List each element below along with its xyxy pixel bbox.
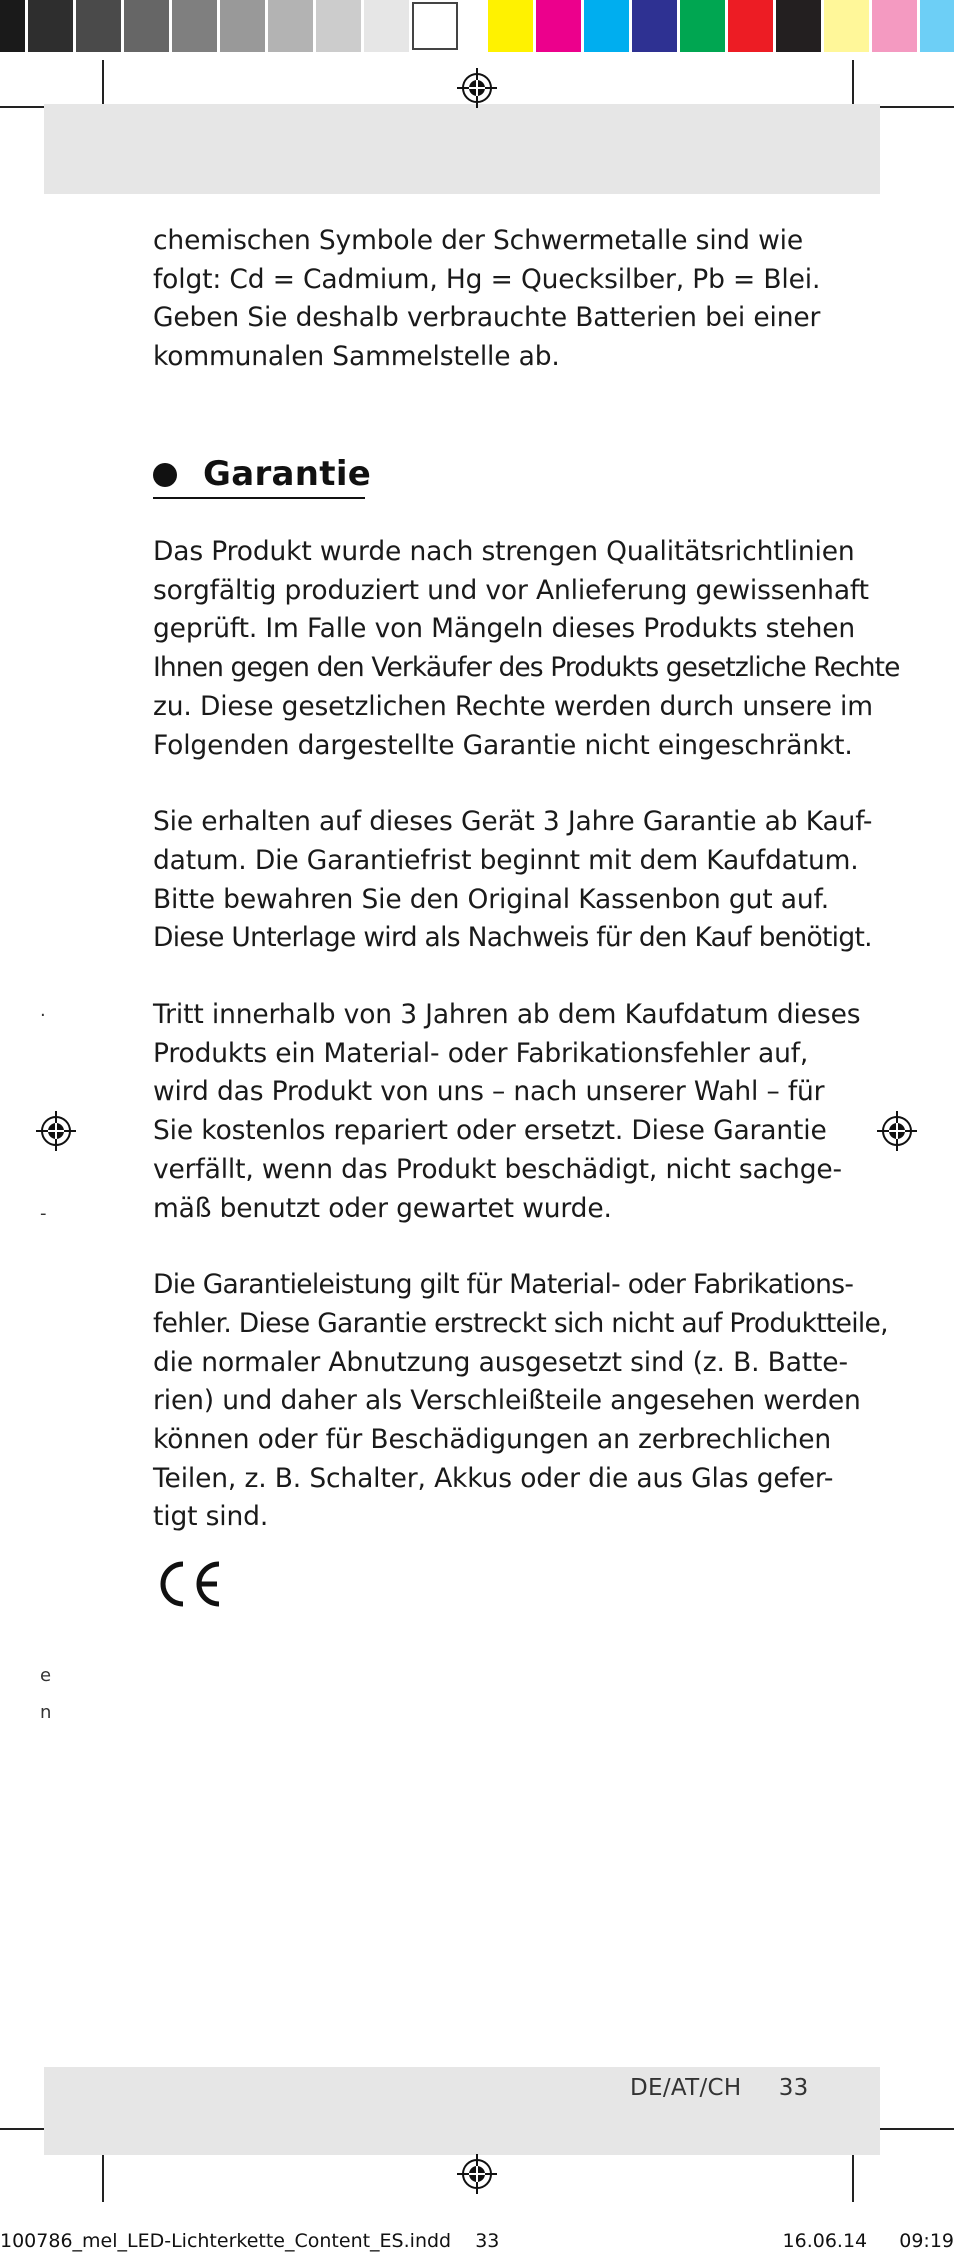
crop-mark bbox=[102, 2150, 104, 2202]
text-line: zu. Diese gesetzlichen Rechte werden durch unsere im bbox=[153, 690, 873, 722]
registration-mark-icon bbox=[455, 66, 499, 110]
guarantee-body bbox=[153, 533, 900, 1575]
text-line: tigt sind. bbox=[153, 1501, 269, 1533]
color-swatch bbox=[920, 0, 954, 52]
color-swatch bbox=[488, 0, 534, 52]
edge-fragment: · bbox=[40, 1005, 46, 1026]
page-number: 33 bbox=[778, 2075, 809, 2101]
text-line: folgt: Cd = Cadmium, Hg = Quecksilber, Pb = Blei. bbox=[153, 263, 821, 295]
edge-fragment: - bbox=[40, 1203, 47, 1224]
color-swatch bbox=[0, 0, 26, 52]
color-swatch bbox=[632, 0, 678, 52]
color-swatch bbox=[28, 0, 74, 52]
text-line: Folgenden dargestellte Garantie nicht eingeschränkt. bbox=[153, 729, 853, 761]
color-swatch bbox=[776, 0, 822, 52]
color-swatch bbox=[124, 0, 170, 52]
page-locale-label: DE/AT/CH bbox=[630, 2075, 742, 2101]
text-line: wird das Produkt von uns – nach unserer Wahl – für bbox=[153, 1076, 825, 1108]
section-title: Garantie bbox=[203, 454, 372, 494]
text-line: kommunalen Sammelstelle ab. bbox=[153, 341, 560, 373]
text-line: Diese Unterlage wird als Nachweis für den Kauf benötigt. bbox=[153, 922, 872, 954]
text-line: Das Produkt wurde nach strengen Qualitätsrichtlinien bbox=[153, 536, 855, 567]
text-line: datum. Die Garantiefrist beginnt mit dem Kaufdatum. bbox=[153, 844, 859, 876]
section-heading bbox=[153, 448, 371, 500]
slug-page: 33 bbox=[475, 2230, 500, 2252]
guarantee-paragraph bbox=[153, 803, 873, 958]
guarantee-paragraph bbox=[153, 1266, 888, 1537]
text-line: verfällt, wenn das Produkt beschädigt, nicht sachge- bbox=[153, 1153, 842, 1185]
text-line: rien) und daher als Verschleißteile angesehen werden bbox=[153, 1385, 861, 1417]
text-line: Sie kostenlos repariert oder ersetzt. Diese Garantie bbox=[153, 1115, 827, 1147]
print-color-bar bbox=[0, 0, 954, 52]
color-swatch bbox=[680, 0, 726, 52]
text-line: Tritt innerhalb von 3 Jahren ab dem Kaufdatum dieses bbox=[153, 999, 861, 1031]
color-swatch bbox=[172, 0, 218, 52]
text-line: Die Garantieleistung gilt für Material- oder Fabrikations- bbox=[153, 1269, 854, 1301]
slug-filename: 100786_mel_LED-Lichterkette_Content_ES.indd bbox=[0, 2230, 452, 2252]
color-swatch bbox=[536, 0, 582, 52]
registration-mark-icon bbox=[455, 2152, 499, 2196]
text-line: geprüft. Im Falle von Mängeln dieses Produkts stehen bbox=[153, 613, 856, 645]
text-line: fehler. Diese Garantie erstreckt sich nicht auf Produktteile, bbox=[153, 1307, 888, 1339]
heading-underline bbox=[153, 497, 365, 499]
text-line: Teilen, z. B. Schalter, Akkus oder die aus Glas gefer- bbox=[153, 1462, 834, 1494]
intro-paragraph bbox=[153, 222, 821, 377]
slug-time: 09:19 bbox=[899, 2230, 954, 2252]
intro-block bbox=[153, 222, 821, 415]
text-line: Sie erhalten auf dieses Gerät 3 Jahre Garantie ab Kauf- bbox=[153, 806, 873, 838]
page-footer bbox=[630, 2075, 809, 2101]
color-swatch bbox=[220, 0, 266, 52]
crop-mark bbox=[872, 106, 954, 108]
ce-mark-icon bbox=[153, 1558, 225, 1610]
registration-mark-icon bbox=[875, 1109, 919, 1153]
crop-mark bbox=[872, 2128, 954, 2130]
text-line: sorgfältig produziert und vor Anlieferung gewissenhaft bbox=[153, 574, 869, 606]
bullet-icon bbox=[153, 463, 177, 487]
text-line: Ihnen gegen den Verkäufer des Produkts gesetzliche Rechte bbox=[153, 652, 900, 684]
crop-mark bbox=[852, 2150, 854, 2202]
text-line: Bitte bewahren Sie den Original Kassenbon gut auf. bbox=[153, 883, 830, 915]
color-swatch bbox=[316, 0, 362, 52]
color-swatch bbox=[728, 0, 774, 52]
text-line: Produkts ein Material- oder Fabrikationsfehler auf, bbox=[153, 1037, 809, 1069]
print-slug-file bbox=[0, 2230, 499, 2252]
color-swatch bbox=[364, 0, 410, 52]
registration-mark-icon bbox=[34, 1109, 78, 1153]
text-line: mäß benutzt oder gewartet wurde. bbox=[153, 1192, 612, 1224]
color-swatch bbox=[824, 0, 870, 52]
text-line: die normaler Abnutzung ausgesetzt sind (z. B. Batte- bbox=[153, 1346, 848, 1378]
color-swatch bbox=[268, 0, 314, 52]
color-swatch bbox=[584, 0, 630, 52]
header-band bbox=[44, 104, 880, 194]
guarantee-paragraph bbox=[153, 533, 900, 765]
print-slug-timestamp bbox=[783, 2230, 954, 2252]
text-line: Geben Sie deshalb verbrauchte Batterien bei einer bbox=[153, 302, 821, 334]
color-swatch bbox=[412, 2, 458, 50]
guarantee-paragraph bbox=[153, 996, 861, 1228]
edge-fragment: n bbox=[40, 1702, 52, 1723]
color-swatch bbox=[76, 0, 122, 52]
color-swatch bbox=[872, 0, 918, 52]
text-line: chemischen Symbole der Schwermetalle sind wie bbox=[153, 225, 804, 256]
slug-date: 16.06.14 bbox=[782, 2230, 868, 2252]
text-line: können oder für Beschädigungen an zerbrechlichen bbox=[153, 1424, 832, 1456]
edge-fragment: e bbox=[40, 1665, 52, 1686]
